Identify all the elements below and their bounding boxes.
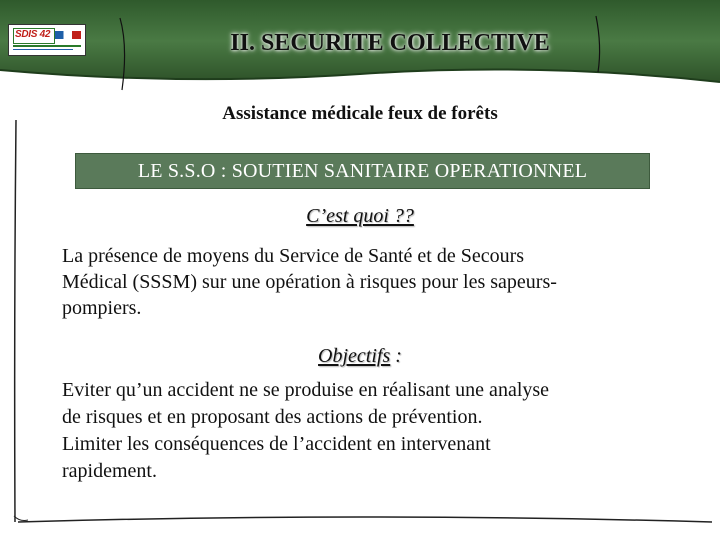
- paragraph-line: rapidement.: [62, 460, 157, 482]
- section-banner: [75, 153, 650, 189]
- definition-paragraph: [62, 243, 662, 321]
- subtitle: Assistance médicale feux de forêts: [222, 103, 498, 124]
- objectives-heading-word: Objectifs: [318, 345, 391, 367]
- logo-stripe: [13, 49, 73, 50]
- question-heading: C’est quoi ??: [306, 205, 414, 227]
- banner-text: LE S.S.O : SOUTIEN SANITAIRE OPERATIONNEL: [137, 159, 588, 182]
- paragraph-line: de risques et en proposant des actions de prévention.: [62, 406, 483, 428]
- header-bar: [0, 0, 720, 100]
- objectives-heading: [220, 345, 500, 368]
- logo-stripe: [13, 45, 81, 47]
- objectives-heading-suffix: :: [390, 345, 402, 367]
- logo-flag-icon: [55, 31, 81, 39]
- page-title: II. SECURITE COLLECTIVE: [230, 30, 550, 56]
- paragraph-line: Eviter qu’un accident ne se produise en réalisant une analyse: [62, 379, 550, 401]
- paragraph-line: pompiers.: [62, 297, 142, 319]
- objectives-paragraph: [62, 377, 672, 485]
- paragraph-line: Limiter les conséquences de l’accident en intervenant: [62, 433, 491, 455]
- paragraph-line: Médical (SSSM) sur une opération à risques pour les sapeurs-: [62, 271, 557, 293]
- paragraph-line: La présence de moyens du Service de Santé et de Secours: [62, 245, 525, 267]
- sdis-logo: [8, 24, 86, 56]
- logo-text: SDIS 42: [15, 29, 51, 40]
